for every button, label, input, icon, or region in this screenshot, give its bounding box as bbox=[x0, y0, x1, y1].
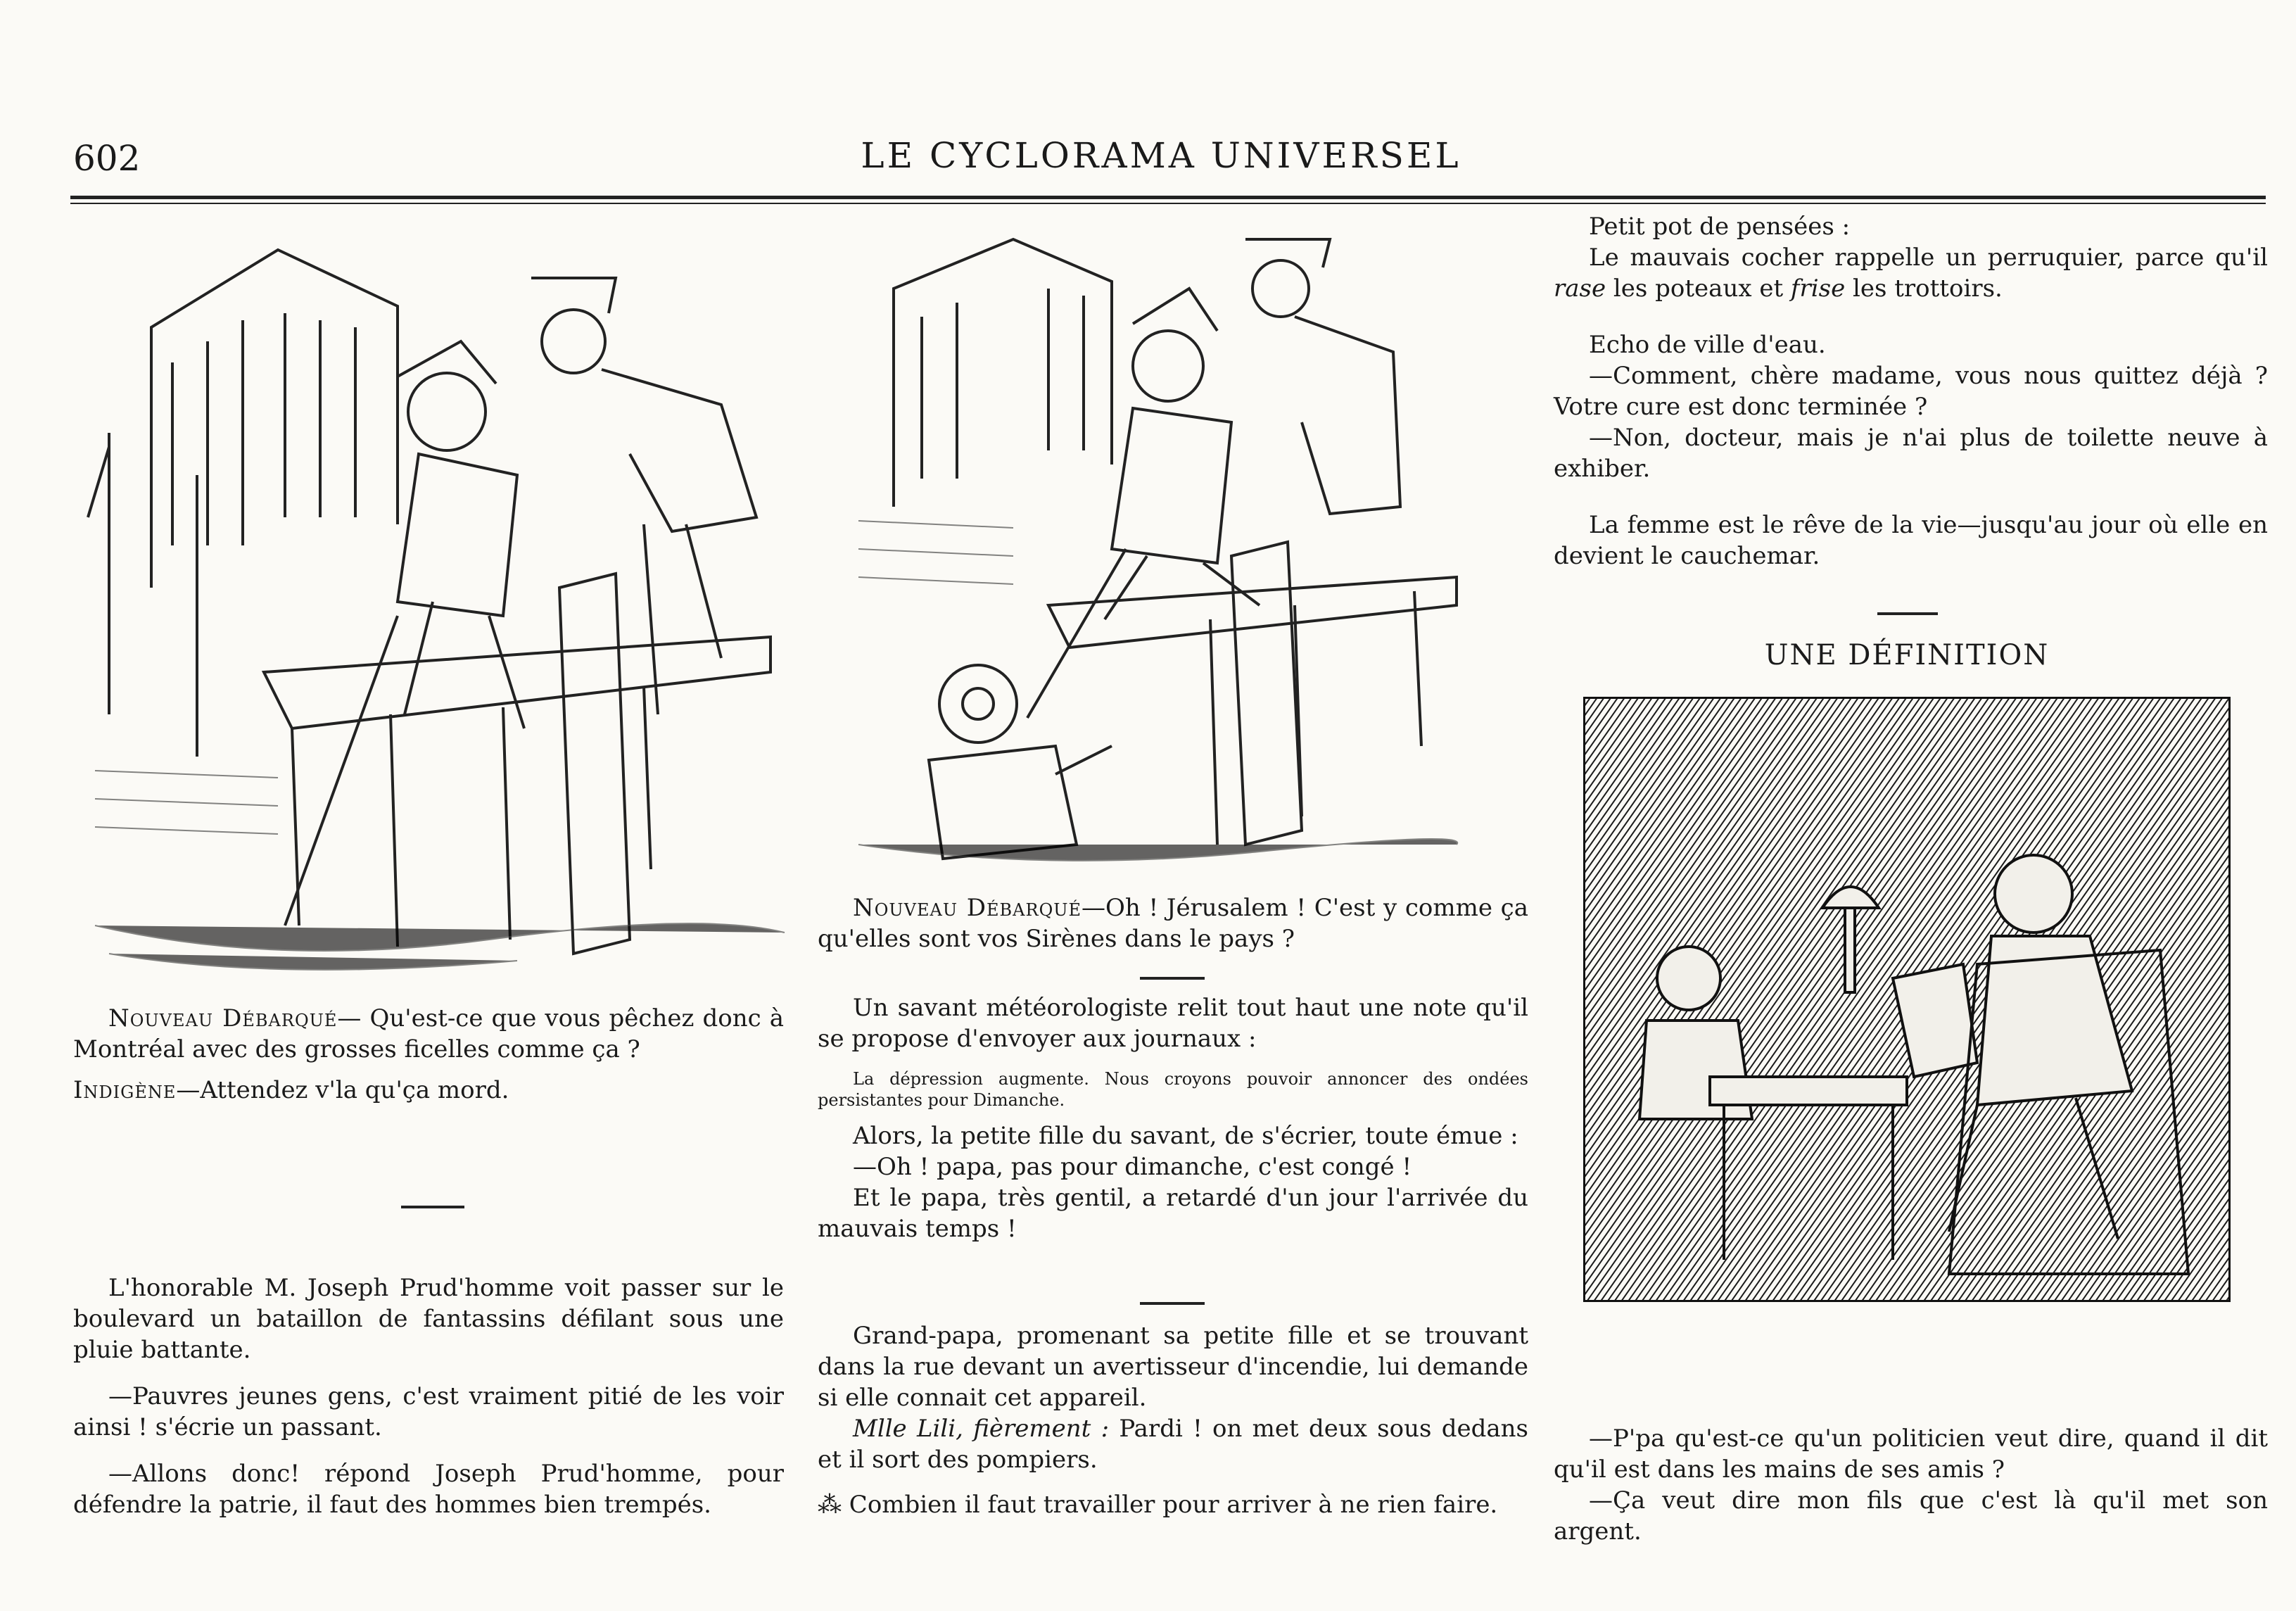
reply-text: —Attendez v'la qu'ça mord. bbox=[176, 1076, 509, 1104]
paragraph: Pardi ! on met deux sous dedans et il sort des pompiers. bbox=[818, 1415, 1528, 1474]
prudhomme-anecdote bbox=[73, 1272, 784, 1520]
definition-dialogue bbox=[1554, 1423, 2268, 1547]
paragraph: —Comment, chère madame, vous nous quittez déjà ? Votre cure est donc terminée ? bbox=[1554, 362, 2268, 421]
caption-speaker: Nouveau Débarqué bbox=[853, 894, 1082, 922]
header-rule bbox=[70, 196, 2266, 199]
fire-alarm-anecdote bbox=[818, 1320, 1528, 1520]
section-title: Echo de ville d'eau. bbox=[1589, 331, 1826, 359]
section-heading: UNE DÉFINITION bbox=[1764, 639, 2050, 671]
paragraph: La femme est le rêve de la vie—jusqu'au jour où elle en devient le cauchemar. bbox=[1554, 511, 2268, 570]
fisherman-engraving-icon bbox=[67, 222, 799, 982]
header-rule-thin bbox=[70, 203, 2266, 204]
diver-engraving-icon bbox=[837, 211, 1471, 880]
pensees-block bbox=[1554, 211, 2268, 571]
asterism: ⁂ bbox=[818, 1491, 842, 1519]
section-divider bbox=[1140, 977, 1205, 980]
caption-diver bbox=[818, 892, 1528, 954]
paragraph: Alors, la petite fille du savant, de s'écrier, toute émue : bbox=[853, 1122, 1518, 1150]
paragraph: L'honorable M. Joseph Prud'homme voit passer sur le boulevard un bataillon de fantassins défilant sous une pluie battante. bbox=[73, 1274, 784, 1364]
paragraph: Un savant météorologiste relit tout haut une note qu'il se propose d'envoyer aux journaux : bbox=[818, 994, 1528, 1053]
caption-speaker: Nouveau Débarqué bbox=[108, 1004, 338, 1032]
illustration-fisherman bbox=[67, 222, 799, 982]
answer-line: —Ça veut dire mon fils que c'est là qu'il met son argent. bbox=[1554, 1486, 2268, 1546]
italic-word: frise bbox=[1790, 274, 1846, 303]
caption-text: — Qu'est-ce que vous pêchez donc à Montréal avec des grosses ficelles comme ça ? bbox=[73, 1004, 784, 1063]
paragraph: Combien il faut travailler pour arriver à ne rien faire. bbox=[842, 1491, 1498, 1519]
paragraph: Le mauvais cocher rappelle un perruquier, parce qu'il bbox=[1589, 244, 2268, 272]
paragraph: —Allons donc! répond Joseph Prud'homme, pour défendre la patrie, il faut des hommes bien trempés. bbox=[73, 1460, 784, 1519]
section-title: Petit pot de pensées : bbox=[1589, 213, 1851, 241]
section-divider bbox=[1140, 1302, 1205, 1305]
quoted-note: La dépression augmente. Nous croyons pouvoir annoncer des ondées persistantes pour Dimanche. bbox=[818, 1069, 1528, 1110]
section-divider bbox=[401, 1206, 464, 1208]
paragraph: les trottoirs. bbox=[1845, 274, 2003, 303]
paragraph: —Non, docteur, mais je n'ai plus de toilette neuve à exhiber. bbox=[1554, 424, 2268, 483]
illustration-study bbox=[1583, 697, 2231, 1302]
paragraph: Et le papa, très gentil, a retardé d'un jour l'arrivée du mauvais temps ! bbox=[818, 1184, 1528, 1243]
caption-fisherman bbox=[73, 1003, 784, 1106]
section-divider bbox=[1877, 612, 1938, 615]
study-engraving-icon bbox=[1583, 697, 2231, 1302]
paragraph: les poteaux et bbox=[1606, 274, 1791, 303]
question-line: —P'pa qu'est-ce qu'un politicien veut dire, quand il dit qu'il est dans les mains de ses amis ? bbox=[1554, 1424, 2268, 1484]
paragraph: —Oh ! papa, pas pour dimanche, c'est congé ! bbox=[853, 1153, 1412, 1181]
paragraph: Grand-papa, promenant sa petite fille et se trouvant dans la rue devant un avertisseur d'incendie, lui demande si elle connait cet appareil. bbox=[818, 1322, 1528, 1412]
reply-speaker: Indigène bbox=[73, 1076, 177, 1104]
illustration-diver bbox=[837, 211, 1471, 880]
speaker-lili: Mlle Lili, fièrement : bbox=[853, 1415, 1110, 1443]
italic-word: rase bbox=[1554, 274, 1606, 303]
page-number: 602 bbox=[73, 138, 141, 179]
paragraph: —Pauvres jeunes gens, c'est vraiment pitié de les voir ainsi ! s'écrie un passant. bbox=[73, 1382, 784, 1441]
running-title: LE CYCLORAMA UNIVERSEL bbox=[861, 135, 1461, 176]
meteorologist-anecdote bbox=[818, 992, 1528, 1244]
caption-text: —Oh ! Jérusalem ! C'est y comme ça qu'elles sont vos Sirènes dans le pays ? bbox=[818, 894, 1528, 953]
